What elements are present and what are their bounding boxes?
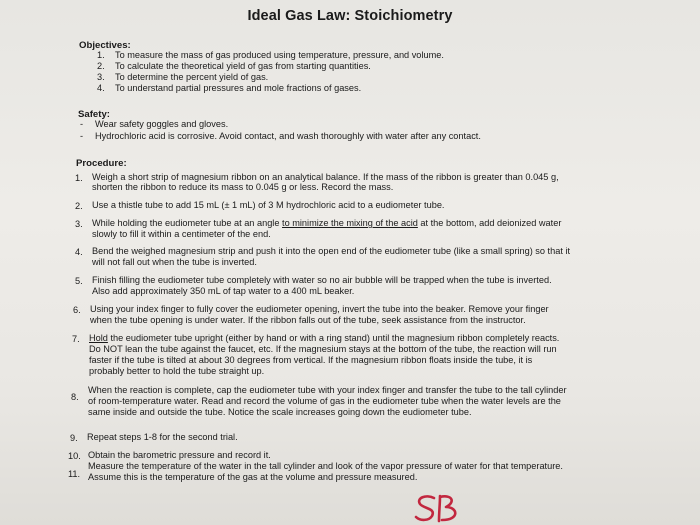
step-number: 10. <box>68 451 81 461</box>
step-number: 6. <box>73 305 81 315</box>
step-text: Finish filling the eudiometer tube completely with water so no air bubble will be trapped when the tube is inverted. <box>92 275 552 285</box>
step-number: 7. <box>72 334 80 344</box>
objective-text: To calculate the theoretical yield of gas from starting quantities. <box>115 61 371 71</box>
step-text: same inside and outside the tube. Notice the scale increases going down the eudiometer tube. <box>88 407 472 417</box>
step-text: Measure the temperature of the water in the tall cylinder and look of the vapor pressure of water for that temperature. <box>88 461 563 471</box>
step-text: of room-temperature water. Read and record the volume of gas in the eudiometer tube when the water levels are the <box>88 396 561 406</box>
step-text: when the tube opening is under water. If the ribbon falls out of the tube, seek assistance from the instructor. <box>90 315 526 325</box>
procedure-heading: Procedure: <box>76 158 127 169</box>
step-text <box>92 218 561 229</box>
step-text: Use a thistle tube to add 15 mL (± 1 mL) of 3 M hydrochloric acid to a eudiometer tube. <box>92 200 445 210</box>
objective-text: To understand partial pressures and mole fractions of gases. <box>115 83 362 93</box>
step-text: Also add approximately 350 mL of tap water to a 400 mL beaker. <box>92 286 355 296</box>
objective-number: 3. <box>97 72 105 82</box>
page-title: Ideal Gas Law: Stoichiometry <box>247 8 453 24</box>
objectives-heading: Objectives: <box>79 40 131 51</box>
safety-bullet: - <box>80 119 84 129</box>
step-text <box>89 333 559 344</box>
step-text: Using your index finger to fully cover the eudiometer opening, invert the tube into the beaker. Remove your finger <box>90 304 549 314</box>
step-text-part: the eudiometer tube upright (either by hand or with a ring stand) until the magnesium ribbon completely reacts. <box>107 333 560 343</box>
step-text: Bend the weighed magnesium strip and push it into the open end of the eudiometer tube (like a small spring) so that it <box>92 246 571 256</box>
step-number: 8. <box>71 392 79 402</box>
step-number: 5. <box>75 276 83 286</box>
safety-text: Hydrochloric acid is corrosive. Avoid contact, and wash thoroughly with water after any contact. <box>95 131 481 141</box>
step-text: Obtain the barometric pressure and record it. <box>88 450 271 460</box>
step-number: 9. <box>70 433 78 443</box>
underlined-word: Hold <box>89 333 108 343</box>
objective-number: 4. <box>97 83 105 93</box>
step-text: probably better to hold the tube straight up. <box>89 366 265 376</box>
underlined-phrase: to minimize the mixing of the acid <box>282 218 418 228</box>
step-text: When the reaction is complete, cap the eudiometer tube with your index finger and transfer the tube to the tall cylinder <box>88 385 567 395</box>
step-text: Assume this is the temperature of the gas at the volume and pressure measured. <box>88 472 418 482</box>
step-text: Weigh a short strip of magnesium ribbon on an analytical balance. If the mass of the ribbon is greater than 0.045 g, <box>92 172 559 182</box>
step-text: faster if the tube is tilted at about 30 degrees from vertical. If the magnesium ribbon floats inside the tube, it is <box>89 355 533 365</box>
safety-heading: Safety: <box>78 109 110 120</box>
step-text: Do NOT lean the tube against the faucet, etc. If the magnesium stays at the bottom of the tube, the reaction will run <box>89 344 557 354</box>
step-number: 11. <box>68 469 81 479</box>
step-number: 3. <box>75 219 83 229</box>
safety-bullet: - <box>80 131 84 141</box>
step-number: 1. <box>75 173 83 183</box>
step-text: Repeat steps 1-8 for the second trial. <box>87 432 238 442</box>
step-text: shorten the ribbon to reduce its mass to 0.045 g or less. Record the mass. <box>92 182 394 192</box>
objective-number: 2. <box>97 61 105 71</box>
safety-text: Wear safety goggles and gloves. <box>95 119 229 129</box>
step-number: 2. <box>75 201 83 211</box>
step-number: 4. <box>75 247 83 257</box>
step-text: will not fall out when the tube is inverted. <box>92 257 257 267</box>
step-text-part: at the bottom, add deionized water <box>417 218 562 228</box>
step-text: slowly to fill it within a centimeter of the end. <box>92 229 271 239</box>
objective-text: To determine the percent yield of gas. <box>115 72 269 82</box>
objective-number: 1. <box>97 50 105 60</box>
handwritten-initials-icon <box>412 492 472 524</box>
objective-text: To measure the mass of gas produced using temperature, pressure, and volume. <box>115 50 444 60</box>
step-text-part: While holding the eudiometer tube at an angle <box>92 218 283 228</box>
